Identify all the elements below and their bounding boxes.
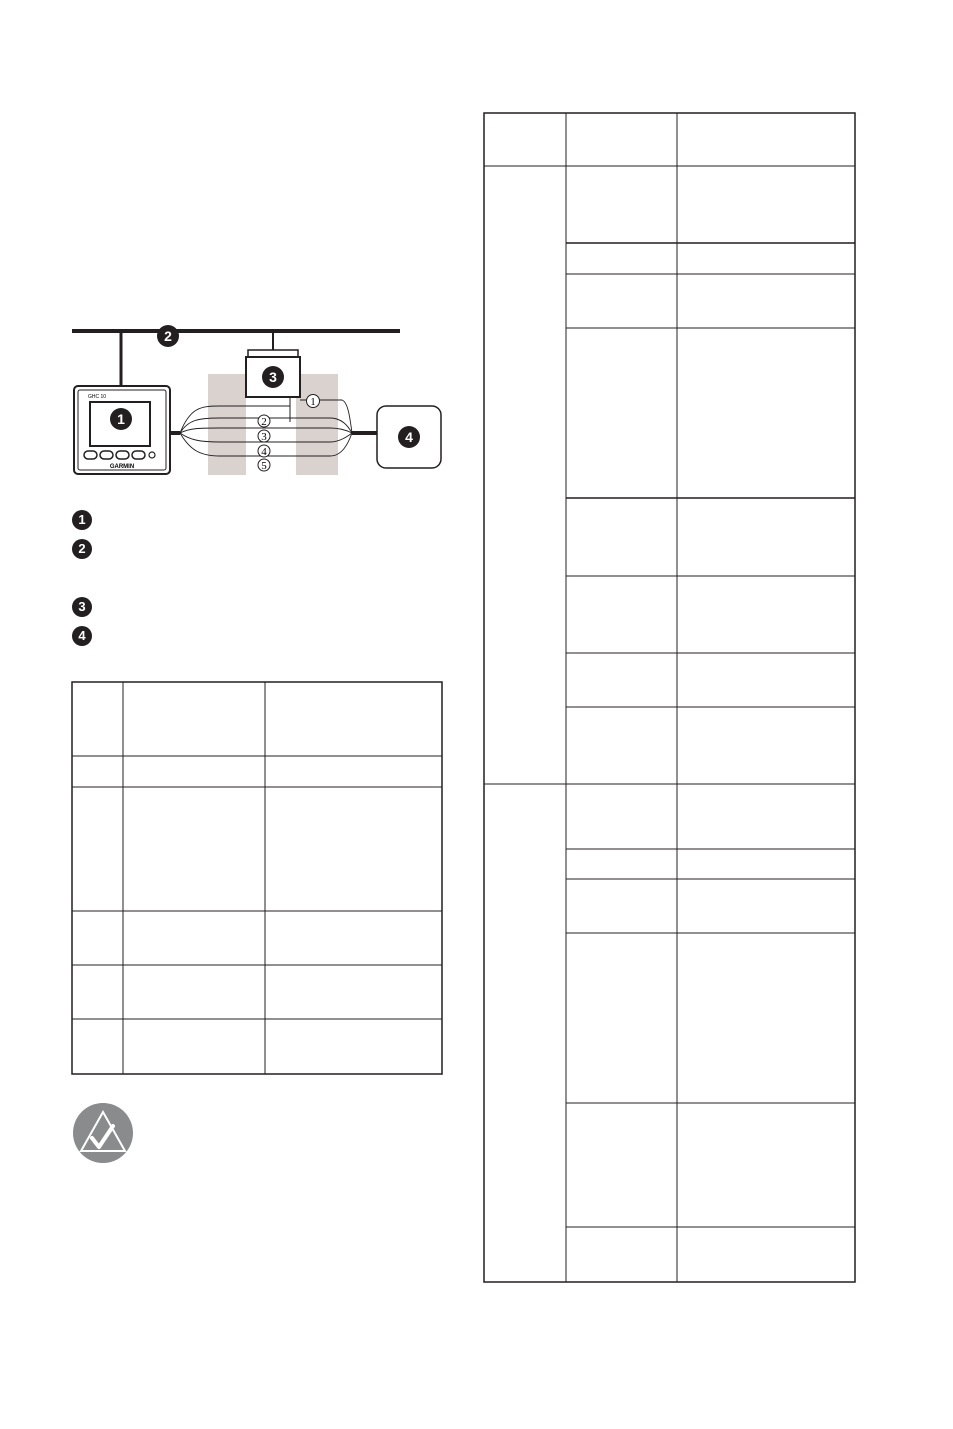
legend-item <box>72 597 432 619</box>
legend-item <box>72 626 432 648</box>
wire-number-label: 2 <box>261 416 267 428</box>
callout-label: 1 <box>117 411 125 427</box>
device-unit <box>74 386 170 474</box>
legend-number: 4 <box>72 626 92 646</box>
note-checkmark-icon <box>72 1102 134 1164</box>
right-table <box>483 112 856 1283</box>
legend-item <box>72 539 432 561</box>
legend-item <box>72 510 432 532</box>
wire-number-label: 1 <box>310 396 316 408</box>
callout-label: 2 <box>164 328 172 344</box>
wire-number-label: 4 <box>261 446 267 458</box>
callout-label: 4 <box>405 429 413 445</box>
shade-area-right <box>296 374 338 475</box>
callout-label: 3 <box>269 369 277 385</box>
legend-number: 3 <box>72 597 92 617</box>
wiring-diagram <box>60 300 455 485</box>
wire-number-label: 5 <box>261 460 267 472</box>
legend-number: 2 <box>72 539 92 559</box>
legend-number: 1 <box>72 510 92 530</box>
shade-area-left <box>208 374 246 475</box>
device-brand-label: GARMIN <box>109 464 135 470</box>
device-model-label: GHC 10 <box>88 394 107 400</box>
left-table <box>71 681 443 1075</box>
wire-number-label: 3 <box>261 431 267 443</box>
